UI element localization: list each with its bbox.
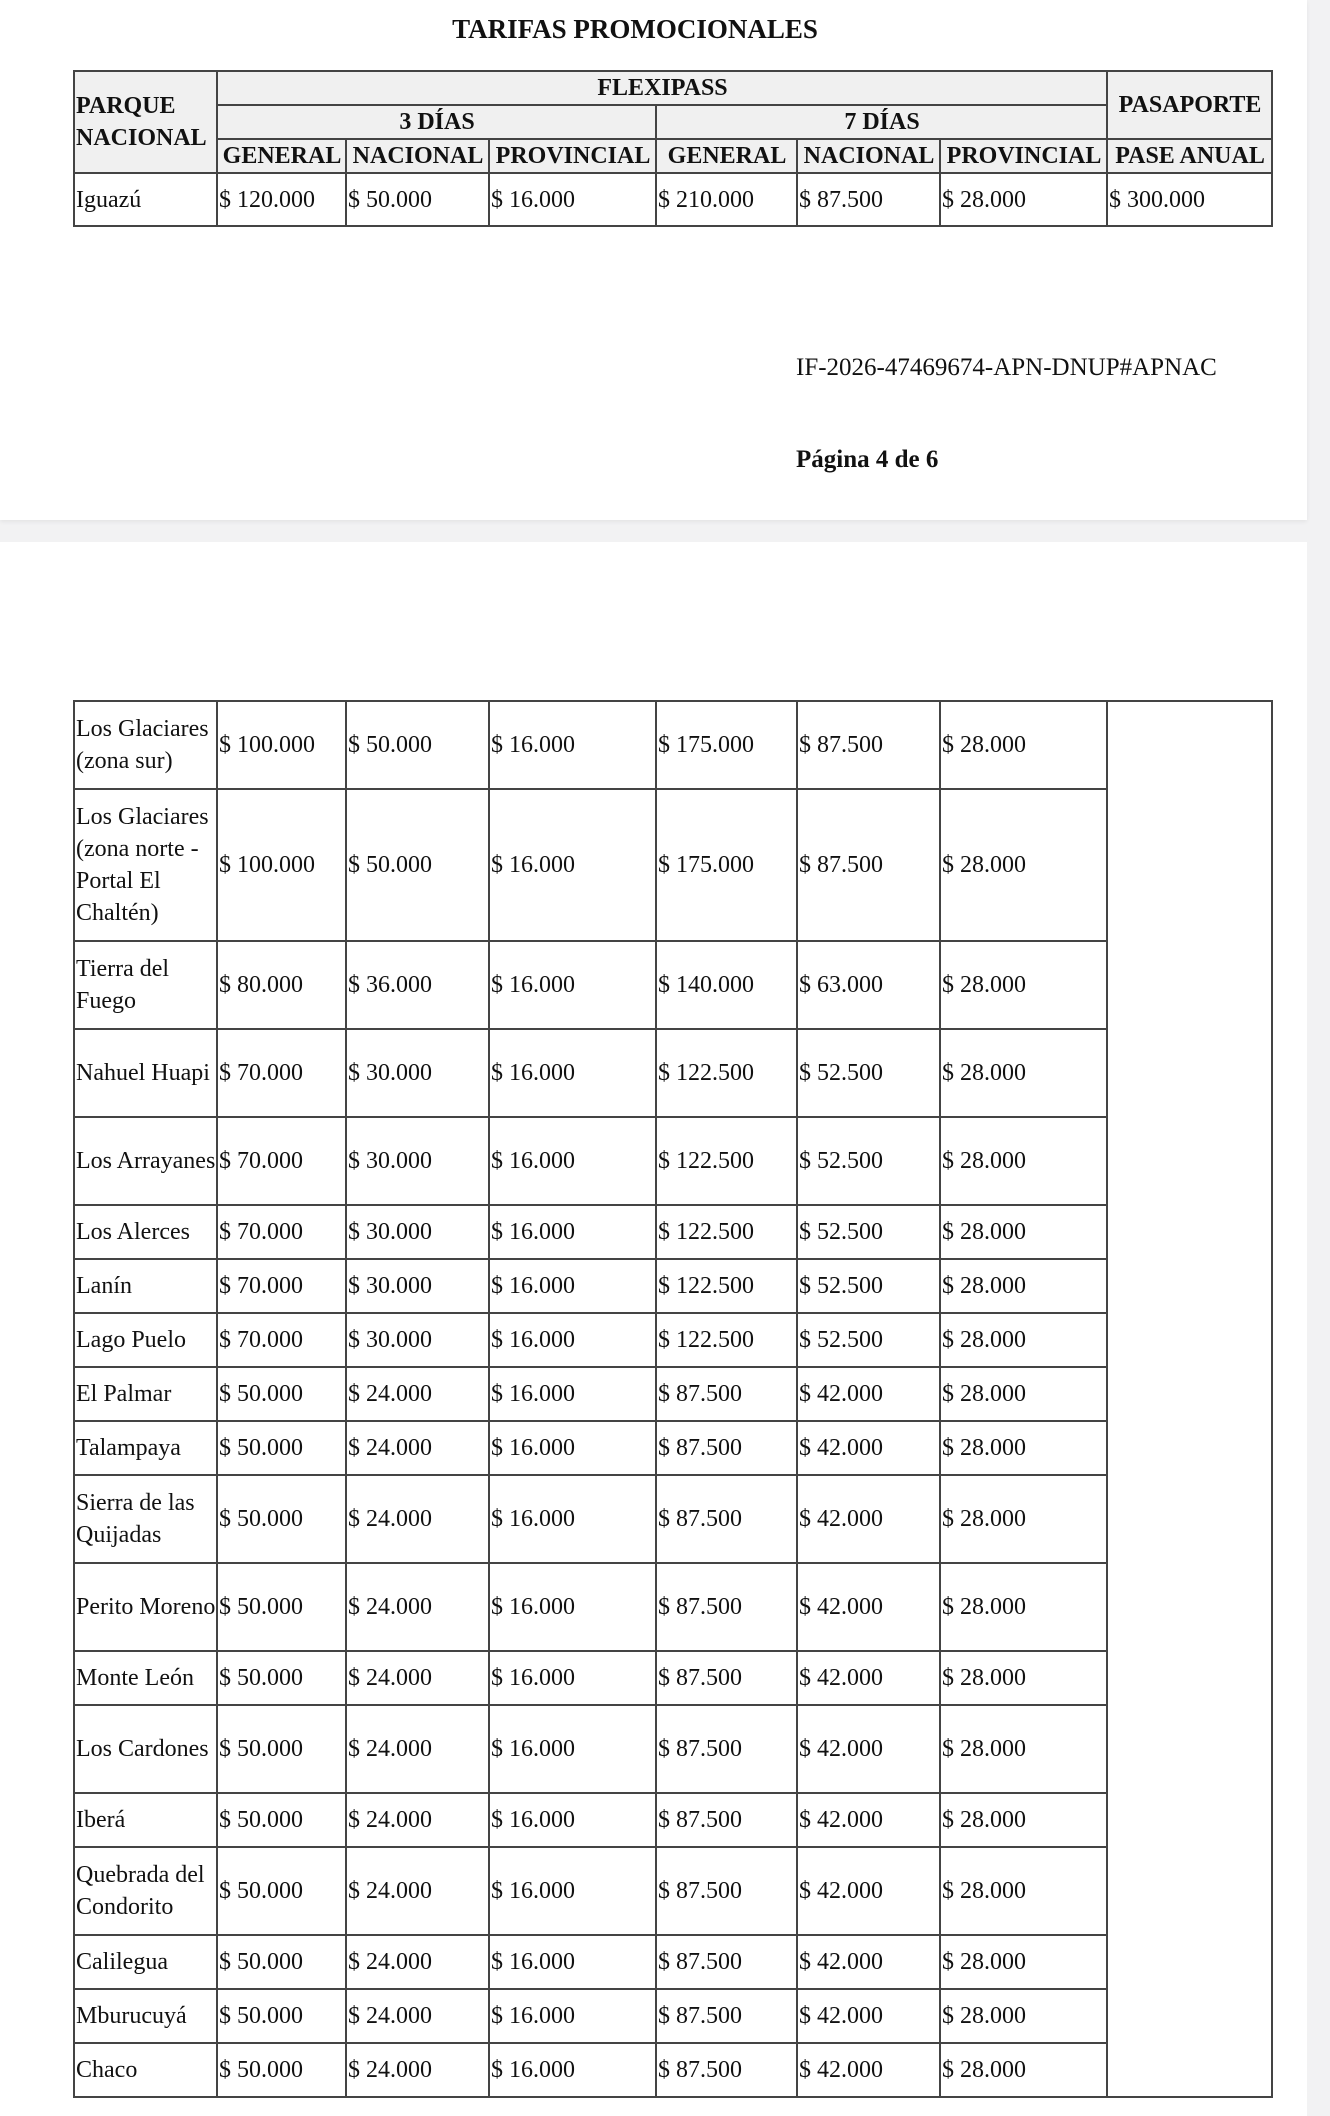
header-general: GENERAL [656,139,797,173]
park-name: El Palmar [74,1367,217,1421]
price-cell: $ 50.000 [346,789,489,941]
price-cell: $ 28.000 [940,1563,1107,1651]
header-3-dias: 3 DÍAS [217,105,656,139]
price-cell: $ 16.000 [489,1475,656,1563]
price-cell: $ 28.000 [940,1421,1107,1475]
table-row [74,1367,1272,1421]
price-cell: $ 52.500 [797,1117,940,1205]
table-row [74,1563,1272,1651]
price-cell: $ 28.000 [940,173,1107,226]
price-cell: $ 24.000 [346,2043,489,2097]
price-cell: $ 87.500 [656,2043,797,2097]
price-cell: $ 24.000 [346,1651,489,1705]
price-cell: $ 50.000 [217,1563,346,1651]
price-cell: $ 87.500 [656,1651,797,1705]
document-page-4 [0,0,1307,520]
tariff-header-table [73,70,1273,227]
price-cell: $ 30.000 [346,1313,489,1367]
park-name: Los Glaciares (zona sur) [74,701,217,789]
price-cell: $ 42.000 [797,2043,940,2097]
empty-pasaporte-cell [1107,1847,1272,1935]
price-cell: $ 87.500 [656,1475,797,1563]
price-cell: $ 120.000 [217,173,346,226]
empty-pasaporte-cell [1107,1475,1272,1563]
price-cell: $ 24.000 [346,1421,489,1475]
table-row [74,1935,1272,1989]
empty-pasaporte-cell [1107,1313,1272,1367]
price-cell: $ 16.000 [489,1651,656,1705]
table-row [74,1793,1272,1847]
price-cell: $ 175.000 [656,789,797,941]
empty-pasaporte-cell [1107,1117,1272,1205]
park-name: Quebrada del Condorito [74,1847,217,1935]
price-cell: $ 28.000 [940,1259,1107,1313]
price-cell: $ 50.000 [346,173,489,226]
document-page-5 [0,542,1307,2116]
price-cell: $ 16.000 [489,941,656,1029]
price-cell: $ 30.000 [346,1117,489,1205]
price-cell: $ 24.000 [346,1847,489,1935]
price-cell: $ 16.000 [489,789,656,941]
price-cell: $ 87.500 [656,1367,797,1421]
header-nacional: NACIONAL [797,139,940,173]
price-cell: $ 16.000 [489,1117,656,1205]
price-cell: $ 52.500 [797,1259,940,1313]
price-cell: $ 122.500 [656,1205,797,1259]
price-cell: $ 210.000 [656,173,797,226]
price-cell: $ 42.000 [797,1563,940,1651]
price-cell: $ 87.500 [656,1421,797,1475]
price-cell: $ 122.500 [656,1029,797,1117]
table-row [74,1205,1272,1259]
price-cell: $ 52.500 [797,1313,940,1367]
price-cell: $ 50.000 [217,1421,346,1475]
price-cell: $ 300.000 [1107,173,1272,226]
park-name: Talampaya [74,1421,217,1475]
price-cell: $ 42.000 [797,1651,940,1705]
park-name: Los Arrayanes [74,1117,217,1205]
empty-pasaporte-cell [1107,1989,1272,2043]
price-cell: $ 16.000 [489,1313,656,1367]
price-cell: $ 87.500 [656,1793,797,1847]
park-name: Chaco [74,2043,217,2097]
price-cell: $ 87.500 [797,789,940,941]
park-name: Perito Moreno [74,1563,217,1651]
price-cell: $ 42.000 [797,1421,940,1475]
price-cell: $ 16.000 [489,1563,656,1651]
header-flexipass: FLEXIPASS [217,71,1107,105]
price-cell: $ 100.000 [217,701,346,789]
price-cell: $ 30.000 [346,1259,489,1313]
price-cell: $ 28.000 [940,1651,1107,1705]
price-cell: $ 16.000 [489,1367,656,1421]
price-cell: $ 70.000 [217,1029,346,1117]
price-cell: $ 87.500 [656,1935,797,1989]
tariff-body-table [73,700,1273,2098]
table-row [74,2043,1272,2097]
price-cell: $ 28.000 [940,789,1107,941]
price-cell: $ 16.000 [489,2043,656,2097]
document-reference-code: IF-2026-47469674-APN-DNUP#APNAC [796,354,1217,381]
price-cell: $ 28.000 [940,1475,1107,1563]
price-cell: $ 87.500 [797,173,940,226]
price-cell: $ 16.000 [489,1847,656,1935]
price-cell: $ 50.000 [346,701,489,789]
price-cell: $ 16.000 [489,701,656,789]
price-cell: $ 28.000 [940,1029,1107,1117]
price-cell: $ 50.000 [217,1367,346,1421]
price-cell: $ 52.500 [797,1029,940,1117]
price-cell: $ 16.000 [489,1793,656,1847]
price-cell: $ 16.000 [489,1935,656,1989]
park-name: Nahuel Huapi [74,1029,217,1117]
header-7-dias: 7 DÍAS [656,105,1107,139]
header-general: GENERAL [217,139,346,173]
price-cell: $ 42.000 [797,1989,940,2043]
header-provincial: PROVINCIAL [489,139,656,173]
price-cell: $ 28.000 [940,1989,1107,2043]
park-name: Iberá [74,1793,217,1847]
header-pase-anual: PASE ANUAL [1107,139,1272,173]
price-cell: $ 42.000 [797,1367,940,1421]
price-cell: $ 140.000 [656,941,797,1029]
empty-pasaporte-cell [1107,1563,1272,1651]
price-cell: $ 28.000 [940,941,1107,1029]
price-cell: $ 42.000 [797,1793,940,1847]
page-number: Página 4 de 6 [796,446,939,473]
table-row [74,1475,1272,1563]
table-row [74,1989,1272,2043]
price-cell: $ 28.000 [940,1117,1107,1205]
price-cell: $ 30.000 [346,1029,489,1117]
empty-pasaporte-cell [1107,1029,1272,1117]
price-cell: $ 80.000 [217,941,346,1029]
price-cell: $ 42.000 [797,1847,940,1935]
park-name: Los Alerces [74,1205,217,1259]
price-cell: $ 28.000 [940,2043,1107,2097]
empty-pasaporte-cell [1107,941,1272,1029]
header-parque-nacional: PARQUE NACIONAL [74,71,217,173]
price-cell: $ 24.000 [346,1989,489,2043]
table-row [74,941,1272,1029]
price-cell: $ 175.000 [656,701,797,789]
price-cell: $ 16.000 [489,173,656,226]
park-name: Mburucuyá [74,1989,217,2043]
price-cell: $ 24.000 [346,1563,489,1651]
price-cell: $ 42.000 [797,1475,940,1563]
price-cell: $ 50.000 [217,2043,346,2097]
empty-pasaporte-cell [1107,1793,1272,1847]
table-row [74,701,1272,789]
price-cell: $ 28.000 [940,1793,1107,1847]
price-cell: $ 122.500 [656,1117,797,1205]
price-cell: $ 50.000 [217,1475,346,1563]
price-cell: $ 52.500 [797,1205,940,1259]
empty-pasaporte-cell [1107,1421,1272,1475]
table-row [74,1117,1272,1205]
price-cell: $ 16.000 [489,1989,656,2043]
price-cell: $ 100.000 [217,789,346,941]
price-cell: $ 36.000 [346,941,489,1029]
empty-pasaporte-cell [1107,1651,1272,1705]
price-cell: $ 50.000 [217,1705,346,1793]
park-name: Tierra del Fuego [74,941,217,1029]
price-cell: $ 16.000 [489,1421,656,1475]
empty-pasaporte-cell [1107,1205,1272,1259]
price-cell: $ 24.000 [346,1475,489,1563]
empty-pasaporte-cell [1107,2043,1272,2097]
park-name: Los Glaciares (zona norte - Portal El Chaltén) [74,789,217,941]
price-cell: $ 16.000 [489,1205,656,1259]
price-cell: $ 42.000 [797,1935,940,1989]
table-row [74,789,1272,941]
table-row [74,1421,1272,1475]
price-cell: $ 50.000 [217,1651,346,1705]
empty-pasaporte-cell [1107,789,1272,941]
table-row [74,1259,1272,1313]
park-name: Iguazú [74,173,217,226]
price-cell: $ 16.000 [489,1029,656,1117]
table-row [74,1651,1272,1705]
header-pasaporte: PASAPORTE [1107,71,1272,139]
price-cell: $ 87.500 [797,701,940,789]
price-cell: $ 24.000 [346,1367,489,1421]
price-cell: $ 50.000 [217,1935,346,1989]
table-row [74,173,1272,226]
price-cell: $ 24.000 [346,1935,489,1989]
price-cell: $ 122.500 [656,1259,797,1313]
park-name: Sierra de las Quijadas [74,1475,217,1563]
header-provincial: PROVINCIAL [940,139,1107,173]
document-title: TARIFAS PROMOCIONALES [452,14,818,44]
price-cell: $ 16.000 [489,1705,656,1793]
price-cell: $ 28.000 [940,1935,1107,1989]
price-cell: $ 50.000 [217,1989,346,2043]
price-cell: $ 70.000 [217,1313,346,1367]
park-name: Los Cardones [74,1705,217,1793]
empty-pasaporte-cell [1107,701,1272,789]
park-name: Lanín [74,1259,217,1313]
table-row [74,1847,1272,1935]
header-nacional: NACIONAL [346,139,489,173]
price-cell: $ 70.000 [217,1117,346,1205]
price-cell: $ 28.000 [940,1847,1107,1935]
price-cell: $ 50.000 [217,1793,346,1847]
price-cell: $ 24.000 [346,1793,489,1847]
empty-pasaporte-cell [1107,1259,1272,1313]
price-cell: $ 28.000 [940,1705,1107,1793]
price-cell: $ 87.500 [656,1989,797,2043]
price-cell: $ 122.500 [656,1313,797,1367]
price-cell: $ 24.000 [346,1705,489,1793]
empty-pasaporte-cell [1107,1367,1272,1421]
price-cell: $ 87.500 [656,1705,797,1793]
price-cell: $ 70.000 [217,1259,346,1313]
price-cell: $ 28.000 [940,1367,1107,1421]
empty-pasaporte-cell [1107,1935,1272,1989]
park-name: Calilegua [74,1935,217,1989]
price-cell: $ 16.000 [489,1259,656,1313]
price-cell: $ 42.000 [797,1705,940,1793]
park-name: Lago Puelo [74,1313,217,1367]
table-row [74,1313,1272,1367]
table-row [74,1705,1272,1793]
price-cell: $ 28.000 [940,1313,1107,1367]
price-cell: $ 63.000 [797,941,940,1029]
price-cell: $ 28.000 [940,701,1107,789]
park-name: Monte León [74,1651,217,1705]
table-row [74,1029,1272,1117]
price-cell: $ 28.000 [940,1205,1107,1259]
price-cell: $ 87.500 [656,1847,797,1935]
price-cell: $ 30.000 [346,1205,489,1259]
price-cell: $ 87.500 [656,1563,797,1651]
price-cell: $ 50.000 [217,1847,346,1935]
price-cell: $ 70.000 [217,1205,346,1259]
empty-pasaporte-cell [1107,1705,1272,1793]
